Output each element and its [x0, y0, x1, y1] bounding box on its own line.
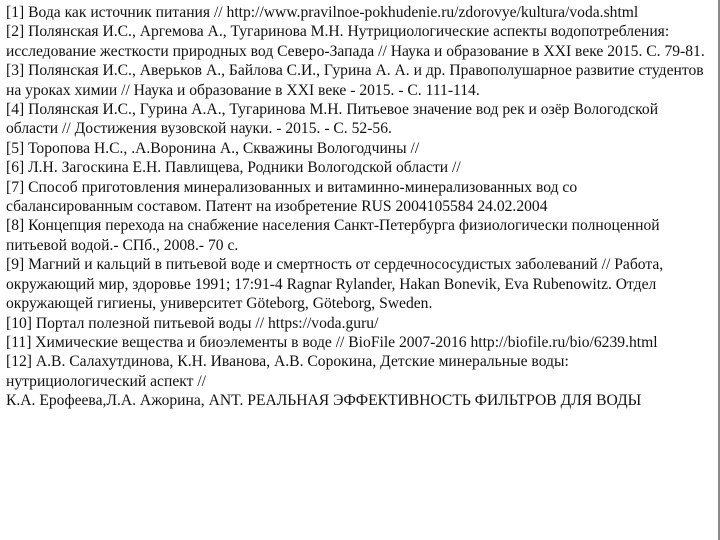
reference-item-9: [9] Магний и кальций в питьевой воде и смертность от сердечнососудистых заболеваний // Работа, окружающий мир, здоровье 1991; 17:91-4 Ragnar Rylander, Hakan Bonevik, Eva Rubenowitz. Отдел окружающей гигиены, университет Göteborg, Göteborg, Sweden. [6, 256, 664, 313]
reference-item-5: [5] Торопова Н.С., .А.Воронина А., Скважины Вологодчины // [6, 139, 420, 157]
reference-item-8: [8] Концепция перехода на снабжение населения Санкт-Петербурга физиологически полноценной питьевой водой.- СПб., 2008.- 70 с. [6, 217, 660, 254]
reference-item-11: [11] Химические вещества и биоэлементы в воде // BioFile 2007-2016 http://biofile.ru/bio/6239.html [6, 333, 658, 351]
reference-item-10: [10] Портал полезной питьевой воды // https://voda.guru/ [6, 314, 379, 332]
reference-item-1: [1] Вода как источник питания // http://www.pravilnoe-pokhudenie.ru/zdorovye/kultura/voda.shtml [6, 4, 639, 21]
reference-item-3: [3] Полянская И.С., Аверьков А., Байлова С.И., Гурина А. А. и др. Правополушарное развитие студентов на уроках химии // Наука и образование в XXI веке - 2015. - С. 111-114. [6, 62, 704, 99]
reference-item-6: [6] Л.Н. Загоскина Е.Н. Павлищева, Родники Вологодской области // [6, 159, 461, 177]
reference-item-4: [4] Полянская И.С., Гурина А.А., Тугаринова М.Н. Питьевое значение вод рек и озёр Вологодской области // Достижения вузовской науки. - 2015. - С. 52-56. [6, 101, 659, 138]
reference-item-2: [2] Полянская И.С., Аргемова А., Тугаринова М.Н. Нутрициологические аспекты водопотребления: исследование жесткости природных вод Северо-Запада // Наука и образование в XXI веке 2015. С. 79-81. [6, 23, 705, 60]
reference-item-12: [12] А.В. Салахутдинова, К.Н. Иванова, А.В. Сорокина, Детские минеральные воды: нутрициологический аспект // [6, 353, 569, 390]
reference-item-7: [7] Способ приготовления минерализованных и витаминно-минерализованных вод со сбалансированным составом. Патент на изобретение RUS 2004105584 24.02.2004 [6, 178, 578, 216]
reference-items [6, 3, 706, 411]
reference-item-13: К.А. Ерофеева,Л.А. Ажорина, ANT. РЕАЛЬНАЯ ЭФФЕКТИВНОСТЬ ФИЛЬТРОВ ДЛЯ ВОДЫ [6, 392, 642, 410]
